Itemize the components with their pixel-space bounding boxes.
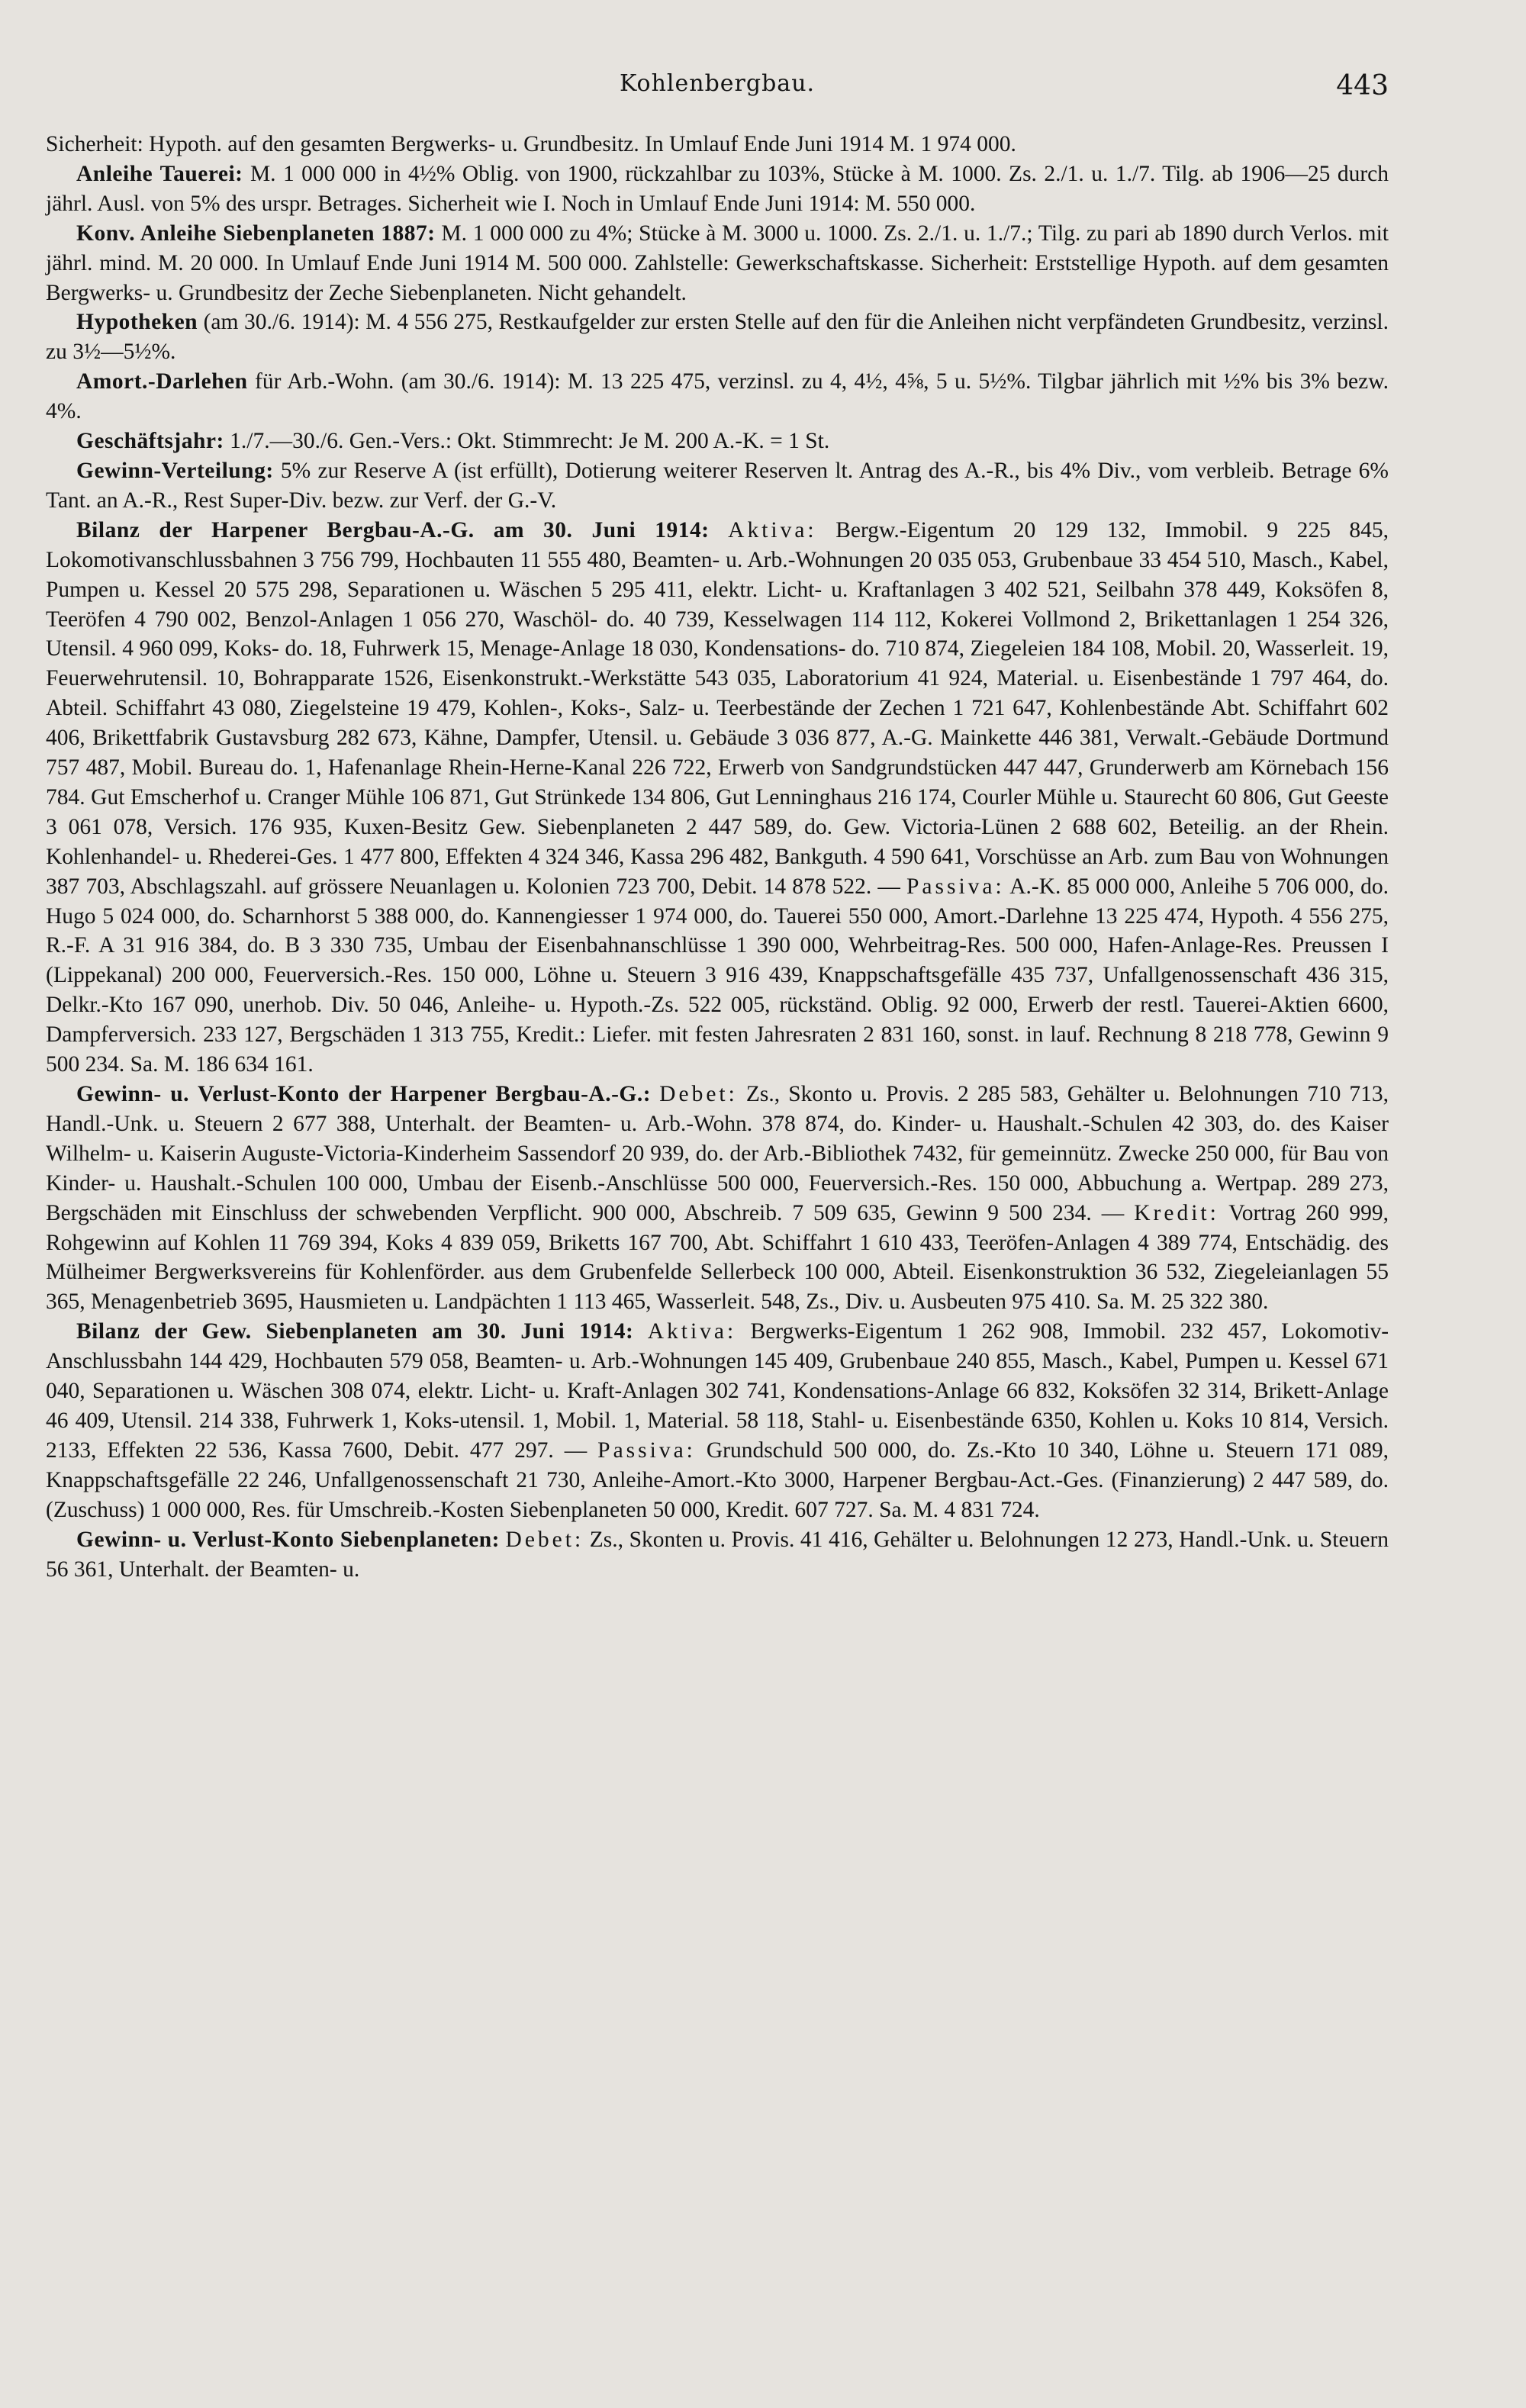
paragraph-sicherheit <box>46 130 1389 159</box>
paragraph-text: M. 1 000 000 zu 4%; Stücke à M. 3000 u. 1000. Zs. 2./1. u. 1./7.; Tilg. zu pari ab 1890 durch Verlos. mit jährl. mind. M. 20 000. In Umlauf Ende Juni 1914 M. 500 000. Zahlstelle: Gewerkschaftskasse. Sicherheit: Erststellige Hypoth. auf dem gesamten Bergwerks- u. Grundbesitz der Zeche Siebenplaneten. Nicht gehandelt. <box>46 221 1389 305</box>
section-label-passiva: Passiva: <box>597 1437 696 1463</box>
paragraph-gewinn-verteilung <box>46 456 1389 516</box>
paragraph-lead: Gewinn- u. Verlust-Konto Siebenplaneten: <box>76 1527 500 1552</box>
body-text <box>46 130 1389 1584</box>
paragraph-gv-siebenplaneten <box>46 1525 1389 1585</box>
paragraph-text-2: A.-K. 85 000 000, Anleihe 5 706 000, do. Hugo 5 024 000, do. Scharnhorst 5 388 000, do. Kannengiesser 1 974 000, do. Tauerei 550 000, Amort.-Darlehne 13 225 474, Hypoth. 4 556 275, R.-F. A 31 916 384, do. B 3 330 735, Umbau der Eisenbahnanschlüsse 1 390 000, Wehrbeitrag-Res. 500 000, Hafen-Anlage-Res. Preussen I (Lippekanal) 200 000, Feuerversich.-Res. 150 000, Löhne u. Steuern 3 916 439, Knappschaftsgefälle 435 737, Unfallgenossenschaft 436 315, Delkr.-Kto 167 090, unerhob. Div. 50 046, Anleihe- u. Hypoth.-Zs. 522 005, rückständ. Oblig. 92 000, Erwerb der restl. Tauerei-Aktien 6600, Dampferversich. 233 127, Bergschäden 1 313 755, Kredit.: Liefer. mit festen Jahresraten 2 831 160, sonst. in lauf. Rechnung 8 218 778, Gewinn 9 500 234. Sa. M. 186 634 161. <box>46 874 1389 1077</box>
paragraph-anleihe-tauerei <box>46 159 1389 219</box>
section-label-debet: Debet: <box>505 1527 584 1552</box>
paragraph-lead: Gewinn- u. Verlust-Konto der Harpener Bergbau-A.-G.: <box>76 1082 652 1106</box>
section-label-debet: Debet: <box>659 1082 738 1106</box>
section-label-passiva: Passiva: <box>906 874 1005 899</box>
paragraph-bilanz-siebenplaneten <box>46 1317 1389 1524</box>
paragraph-hypotheken <box>46 307 1389 367</box>
paragraph-lead: Amort.-Darlehen <box>76 369 248 394</box>
paragraph-text: Bergw.-Eigentum 20 129 132, Immobil. 9 225 845, Lokomotivanschlussbahnen 3 756 799, Hochbauten 11 555 480, Beamten- u. Arb.-Wohnungen 20 035 053, Grubenbaue 33 454 510, Masch., Kabel, Pumpen u. Kessel 20 575 298, Separationen u. Wäschen 5 295 411, elektr. Licht- u. Kraftanlagen 3 402 521, Seilbahn 378 449, Koksöfen 8, Teeröfen 4 790 002, Benzol-Anlagen 1 056 270, Waschöl- do. 40 739, Kesselwagen 114 112, Kokerei Vollmond 2, Brikettanlagen 1 254 326, Utensil. 4 960 099, Koks- do. 18, Fuhrwerk 15, Menage-Anlage 18 030, Kondensations- do. 710 874, Ziegeleien 184 108, Mobil. 20, Wasserleit. 19, Feuerwehrutensil. 10, Bohrapparate 1526, Eisenkonstrukt.-Werkstätte 543 035, Laboratorium 41 924, Material. u. Eisenbestände 1 797 464, do. Abteil. Schiffahrt 43 080, Ziegelsteine 19 479, Kohlen-, Koks-, Salz- u. Teerbestände der Zechen 1 721 647, Kohlenbestände Abt. Schiffahrt 602 406, Brikettfabrik Gustavsburg 282 673, Kähne, Dampfer, Utensil. u. Gebäude 3 036 877, A.-G. Mainkette 446 381, Verwalt.-Gebäude Dortmund 757 487, Mobil. Bureau do. 1, Hafenanlage Rhein-Herne-Kanal 226 722, Erwerb von Sandgrundstücken 447 447, Grunderwerb am Körnebach 156 784. Gut Emscherhof u. Cranger Mühle 106 871, Gut Strünkede 134 806, Gut Lenninghaus 216 174, Courler Mühle u. Staurecht 60 806, Gut Geeste 3 061 078, Versich. 176 935, Kuxen-Besitz Gew. Siebenplaneten 2 447 589, do. Gew. Victoria-Lünen 2 688 602, Beteilig. an der Rhein. Kohlenhandel- u. Rhederei-Ges. 1 477 800, Effekten 4 324 346, Kassa 296 482, Bankguth. 4 590 641, Vorschüsse an Arb. zum Bau von Wohnungen 387 703, Abschlagszahl. auf grössere Neuanlagen u. Kolonien 723 700, Debit. 14 878 522. — <box>46 517 1389 899</box>
paragraph-lead: Hypotheken <box>76 310 198 335</box>
paragraph-text-2: Vortrag 260 999, Rohgewinn auf Kohlen 11 769 394, Koks 4 839 059, Briketts 167 700, Abt. Schiffahrt 1 610 433, Teeröfen-Anlagen 4 389 774, Entschädig. des Mülheimer Bergwerksvereins für Kohlenförder. aus dem Grubenfelde Sellerbeck 100 000, Abteil. Eisenkonstruktion 36 532, Ziegeleianlagen 55 365, Menagenbetrieb 3695, Hausmieten u. Landpächten 1 113 465, Wasserleit. 548, Zs., Div. u. Ausbeuten 975 410. Sa. M. 25 322 380. <box>46 1200 1389 1315</box>
paragraph-lead: Bilanz der Gew. Siebenplaneten am 30. Juni 1914: <box>76 1319 634 1344</box>
section-label-aktiva: Aktiva: <box>647 1319 737 1344</box>
paragraph-text: Zs., Skonto u. Provis. 2 285 583, Gehälter u. Belohnungen 710 713, Handl.-Unk. u. Steuern 2 677 388, Unterhalt. der Beamten- u. Arb.-Wohn. 378 874, do. Kinder- u. Haushalt.-Schulen 42 303, do. des Kaiser Wilhelm- u. Kaiserin Auguste-Victoria-Kinderheim Sassendorf 20 939, do. der Arb.-Bibliothek 7432, für gemeinnütz. Zwecke 250 000, für Bau von Kinder- u. Haushalt.-Schulen 100 000, Umbau der Eisenb.-Anschlüsse 500 000, Feuerversich.-Res. 150 000, Abbuchung a. Wertpap. 289 273, Bergschäden mit Einschluss der schwebenden Verpflicht. 900 000, Abschreib. 7 509 635, Gewinn 9 500 234. — <box>46 1082 1389 1225</box>
paragraph-text: (am 30./6. 1914): M. 4 556 275, Restkaufgelder zur ersten Stelle auf den für die Anleihen nicht verpfändeten Grundbesitz, verzinsl. zu 3½—5½%. <box>46 310 1389 365</box>
page-number: 443 <box>1336 70 1389 101</box>
page-header <box>46 70 1389 108</box>
paragraph-text: für Arb.-Wohn. (am 30./6. 1914): M. 13 225 475, verzinsl. zu 4, 4½, 4⅝, 5 u. 5½%. Tilgbar jährlich mit ½% bis 3% bezw. 4%. <box>46 369 1389 424</box>
paragraph-geschaeftsjahr <box>46 427 1389 456</box>
section-label-kredit: Kredit: <box>1134 1200 1219 1225</box>
paragraph-gv-harpener <box>46 1080 1389 1317</box>
running-title: Kohlenbergbau. <box>619 70 816 97</box>
paragraph-konv-anleihe <box>46 219 1389 308</box>
paragraph-text: 1./7.—30./6. Gen.-Vers.: Okt. Stimmrecht: Je M. 200 A.-K. = 1 St. <box>230 429 830 454</box>
paragraph-lead: Geschäftsjahr: <box>76 429 224 454</box>
paragraph-text: M. 1 000 000 in 4½% Oblig. von 1900, rückzahlbar zu 103%, Stücke à M. 1000. Zs. 2./1. u. 1./7. Tilg. ab 1906—25 durch jährl. Ausl. von 5% des urspr. Betrages. Sicherheit wie I. Noch in Umlauf Ende Juni 1914: M. 550 000. <box>46 161 1389 216</box>
paragraph-amort-darlehen <box>46 367 1389 427</box>
section-label-aktiva: Aktiva: <box>728 517 817 542</box>
paragraph-lead: Konv. Anleihe Siebenplaneten 1887: <box>76 221 436 246</box>
paragraph-text: Bergwerks-Eigentum 1 262 908, Immobil. 232 457, Lokomotiv-Anschlussbahn 144 429, Hochbauten 579 058, Beamten- u. Arb.-Wohnungen 145 409, Grubenbaue 240 855, Masch., Kabel, Pumpen u. Kessel 671 040, Separationen u. Wäschen 308 074, elektr. Licht- u. Kraft-Anlagen 302 741, Kondensations-Anlage 66 832, Koksöfen 32 314, Brikett-Anlage 46 409, Utensil. 214 338, Fuhrwerk 1, Koks-utensil. 1, Mobil. 1, Material. 58 118, Stahl- u. Eisenbestände 6350, Kohlen u. Koks 10 814, Versich. 2133, Effekten 22 536, Kassa 7600, Debit. 477 297. — <box>46 1319 1389 1463</box>
paragraph-text-2: Grundschuld 500 000, do. Zs.-Kto 10 340, Löhne u. Steuern 171 089, Knappschaftsgefälle 22 246, Unfallgenossenschaft 21 730, Anleihe-Amort.-Kto 3000, Harpener Bergbau-Act.-Ges. (Finanzierung) 2 447 589, do. (Zuschuss) 1 000 000, Res. für Umschreib.-Kosten Siebenplaneten 50 000, Kredit. 607 727. Sa. M. 4 831 724. <box>46 1437 1389 1522</box>
paragraph-lead: Anleihe Tauerei: <box>76 161 243 186</box>
paragraph-lead: Bilanz der Harpener Bergbau-A.-G. am 30. Juni 1914: <box>76 517 710 542</box>
paragraph-text: 5% zur Reserve A (ist erfüllt), Dotierung weiterer Reserven lt. Antrag des A.-R., bis 4% Div., vom verbleib. Betrage 6% Tant. an A.-R., Rest Super-Div. bezw. zur Verf. der G.-V. <box>46 458 1389 513</box>
paragraph-lead: Gewinn-Verteilung: <box>76 458 274 483</box>
paragraph-text: Zs., Skonten u. Provis. 41 416, Gehälter u. Belohnungen 12 273, Handl.-Unk. u. Steuern 56 361, Unterhalt. der Beamten- u. <box>46 1527 1389 1582</box>
paragraph-bilanz-harpener <box>46 516 1389 1080</box>
paragraph-text: Sicherheit: Hypoth. auf den gesamten Bergwerks- u. Grundbesitz. In Umlauf Ende Juni 1914 M. 1 974 000. <box>46 132 1016 156</box>
